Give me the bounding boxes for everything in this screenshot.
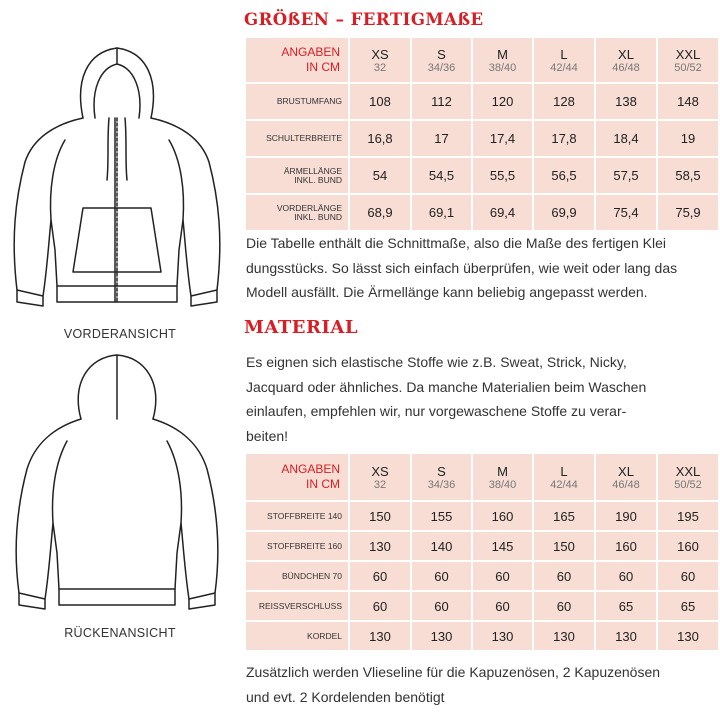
size-column-header: [595, 453, 657, 501]
row-label-line: VORDERLÄNGE: [276, 202, 342, 213]
table-cell: 75,4: [595, 194, 657, 231]
table-row: [245, 157, 719, 194]
row-label: [245, 83, 349, 120]
table-cell: 130: [411, 621, 472, 651]
material-intro-line: beiten!: [246, 427, 289, 444]
size-de: 46/48: [612, 478, 640, 491]
front-view-label: VORDERANSICHT: [63, 327, 177, 341]
size-table: [244, 36, 720, 232]
table-cell: 130: [472, 621, 533, 651]
material-intro-line: einlaufen, empfehlen wir, nur vorgewaschene Stoffe zu verar-: [246, 403, 627, 419]
table-cell: 69,9: [533, 194, 595, 231]
table-cell: 56,5: [533, 157, 595, 194]
row-label-line: BRUSTUMFANG: [276, 96, 342, 106]
table-cell: 60: [595, 561, 657, 591]
size-code: S: [437, 46, 446, 62]
table-cell: 108: [349, 83, 411, 120]
table-cell: 60: [533, 561, 595, 591]
size-code: XS: [371, 46, 389, 62]
size-de: 34/36: [427, 61, 456, 74]
size-de: 34/36: [427, 478, 456, 491]
table-cell: 150: [349, 501, 411, 531]
table-cell: 54,5: [411, 157, 472, 194]
size-de: 46/48: [612, 61, 640, 74]
table-cell: 57,5: [595, 157, 657, 194]
size-note: [246, 231, 716, 305]
table-row: [245, 531, 719, 561]
table-cell: 60: [472, 561, 533, 591]
table-cell: 60: [411, 561, 472, 591]
table-row: [245, 561, 719, 591]
table-cell: 18,4: [595, 120, 657, 157]
illustration-column: [0, 0, 240, 720]
table-cell: 58,5: [657, 157, 719, 194]
table-cell: 160: [657, 531, 719, 561]
table-cell: 19: [657, 120, 719, 157]
table-cell: 17,4: [472, 120, 533, 157]
size-column-header: [657, 37, 719, 83]
size-code: L: [560, 463, 568, 479]
size-column-header: [349, 37, 411, 83]
table-cell: 112: [411, 83, 472, 120]
size-de: 38/40: [488, 478, 517, 491]
row-label: [245, 591, 349, 621]
table-row: [245, 83, 719, 120]
row-label-line: REISSVERSCHLUSS: [258, 600, 342, 611]
size-column-header: [411, 453, 472, 501]
back-view-label: RÜCKENANSICHT: [64, 626, 176, 640]
row-label: [245, 531, 349, 561]
table-header-row: [245, 453, 719, 501]
table-row: [245, 501, 719, 531]
row-label: [245, 194, 349, 231]
table-cell: 155: [411, 501, 472, 531]
table-cell: 17,8: [533, 120, 595, 157]
table-header-row: [245, 37, 719, 83]
size-code: M: [497, 463, 508, 479]
size-note-line: dungsstücks. So lässt sich einfach überprüfen, wie weit oder lang das: [246, 259, 678, 276]
table-cell: 128: [533, 83, 595, 120]
size-de: 38/40: [488, 61, 517, 74]
units-label-line: IN CM: [306, 60, 340, 74]
table-cell: 190: [595, 501, 657, 531]
table-cell: 160: [595, 531, 657, 561]
units-label-line: IN CM: [306, 477, 340, 491]
size-note-line: Modell ausfällt. Die Ärmellänge kann beliebig angepasst werden.: [246, 284, 648, 300]
table-cell: 60: [411, 591, 472, 621]
size-de: 32: [373, 61, 387, 74]
hoodie-back-drawing: [5, 353, 230, 618]
table-cell: 130: [349, 621, 411, 651]
size-de: 42/44: [550, 478, 578, 491]
table-cell: 160: [472, 501, 533, 531]
row-label: [245, 621, 349, 651]
table-cell: 60: [349, 591, 411, 621]
table-cell: 17: [411, 120, 472, 157]
size-code: XS: [371, 463, 389, 479]
hoodie-front-drawing: [5, 40, 230, 310]
units-label: [245, 453, 349, 501]
size-de: 42/44: [550, 61, 578, 74]
table-cell: 140: [411, 531, 472, 561]
size-column-header: [657, 453, 719, 501]
table-cell: 69,1: [411, 194, 472, 231]
size-column-header: [533, 37, 595, 83]
size-code: XXL: [675, 46, 701, 62]
material-intro-line: Jacquard oder ähnliches. Da manche Materialien beim Waschen: [246, 378, 647, 395]
table-cell: 150: [533, 531, 595, 561]
row-label-line: STOFFBREITE 140: [267, 510, 342, 521]
table-cell: 75,9: [657, 194, 719, 231]
row-label: [245, 157, 349, 194]
table-cell: 60: [657, 561, 719, 591]
size-column-header: [595, 37, 657, 83]
row-label-line: INKL. BUND: [294, 174, 342, 185]
material-heading: MATERIAL: [244, 317, 359, 338]
size-code: XXL: [675, 463, 701, 479]
size-code: XL: [618, 46, 634, 62]
row-label-line: ÄRMELLÄNGE: [283, 165, 342, 176]
table-cell: 145: [472, 531, 533, 561]
table-cell: 60: [533, 591, 595, 621]
row-label: [245, 561, 349, 591]
size-column-header: [349, 453, 411, 501]
material-intro-line: Es eignen sich elastische Stoffe wie z.B. Sweat, Strick, Nicky,: [246, 354, 627, 370]
size-code: S: [437, 463, 446, 479]
table-cell: 195: [657, 501, 719, 531]
size-note-line: Die Tabelle enthält die Schnittmaße, also die Maße des fertigen Klei: [246, 235, 666, 251]
size-de: 32: [373, 478, 387, 491]
row-label: [245, 501, 349, 531]
row-label-line: KORDEL: [307, 630, 342, 641]
table-cell: 65: [657, 591, 719, 621]
units-label-line: ANGABEN: [281, 462, 340, 476]
table-row: [245, 120, 719, 157]
row-label-line: SCHULTERBREITE: [266, 133, 342, 143]
table-cell: 130: [657, 621, 719, 651]
material-intro: [246, 350, 716, 448]
table-cell: 69,4: [472, 194, 533, 231]
table-cell: 16,8: [349, 120, 411, 157]
row-label-line: INKL. BUND: [294, 211, 342, 222]
material-note-line: und evt. 2 Kordelenden benötigt: [246, 689, 445, 705]
size-de: 50/52: [674, 478, 702, 491]
size-column-header: [533, 453, 595, 501]
row-label-line: BÜNDCHEN 70: [282, 570, 342, 581]
size-column-header: [472, 37, 533, 83]
table-cell: 148: [657, 83, 719, 120]
sizes-heading: GRÖßEN – FERTIGMAßE: [244, 10, 484, 29]
units-label-line: ANGABEN: [281, 45, 340, 59]
table-cell: 55,5: [472, 157, 533, 194]
size-column-header: [472, 453, 533, 501]
size-column-header: [411, 37, 472, 83]
size-code: XL: [618, 463, 634, 479]
table-cell: 165: [533, 501, 595, 531]
size-de: 50/52: [674, 61, 702, 74]
table-cell: 60: [349, 561, 411, 591]
table-cell: 65: [595, 591, 657, 621]
size-code: M: [497, 46, 508, 62]
table-row: [245, 591, 719, 621]
material-table: [244, 452, 720, 652]
table-row: [245, 194, 719, 231]
table-cell: 54: [349, 157, 411, 194]
table-cell: 130: [349, 531, 411, 561]
table-cell: 120: [472, 83, 533, 120]
size-code: L: [560, 46, 568, 62]
material-note-line: Zusätzlich werden Vlieseline für die Kapuzenösen, 2 Kapuzenösen: [246, 664, 661, 680]
table-cell: 68,9: [349, 194, 411, 231]
row-label-line: STOFFBREITE 160: [267, 540, 342, 551]
table-row: [245, 621, 719, 651]
material-note: [246, 660, 716, 710]
row-label: [245, 120, 349, 157]
table-cell: 60: [472, 591, 533, 621]
units-label: [245, 37, 349, 83]
table-cell: 130: [533, 621, 595, 651]
table-cell: 130: [595, 621, 657, 651]
table-cell: 138: [595, 83, 657, 120]
